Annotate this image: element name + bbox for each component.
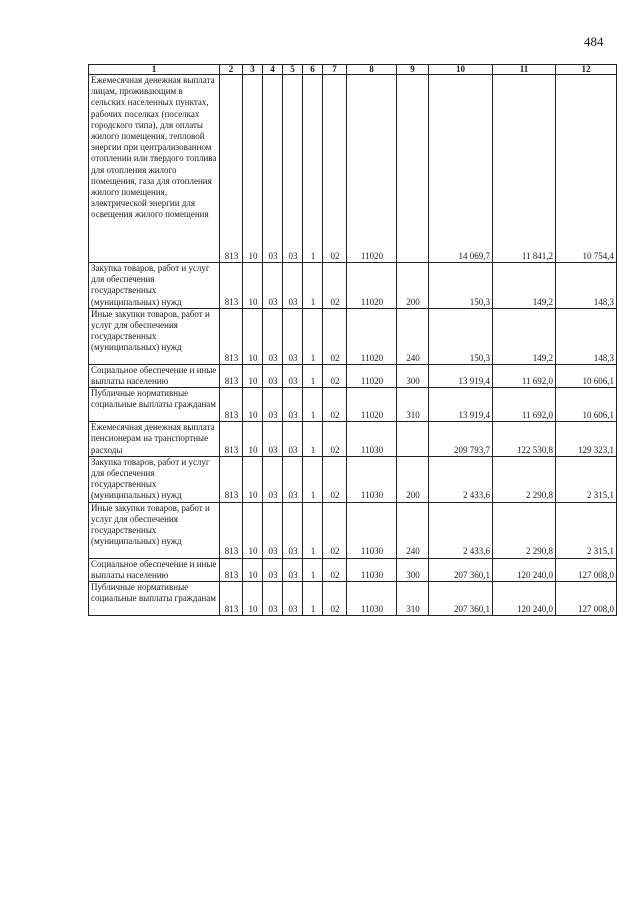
table-row [89, 456, 617, 502]
header-row [89, 65, 617, 75]
table-row [89, 263, 617, 309]
cell-col11: 120 240,0 [493, 558, 556, 581]
cell-col12: 127 008,0 [556, 558, 617, 581]
cell-col10: 207 360,1 [429, 582, 493, 616]
cell-col8: 11020 [347, 364, 397, 387]
row-name: Ежемесячная денежная выплата лицам, проживающим в сельских населенных пунктах, рабочих поселках (поселках городского типа), для оплаты жилого помещения, тепловой энергии при централизованном отоплении или твердого топлива для отопления жилого помещения, газа для отопления жилого помещения, электрической энергии для освещения жилого помещения [89, 75, 220, 263]
cell-col10: 2 433,6 [429, 502, 493, 558]
cell-col8: 11030 [347, 422, 397, 457]
cell-col6: 1 [303, 308, 323, 364]
cell-col7: 02 [323, 75, 347, 263]
cell-col8: 11020 [347, 75, 397, 263]
page-number: 484 [584, 34, 604, 49]
cell-col11: 11 841,2 [493, 75, 556, 263]
cell-col2: 813 [220, 263, 243, 309]
cell-col10: 2 433,6 [429, 456, 493, 502]
cell-col9 [397, 422, 429, 457]
cell-col10: 150,3 [429, 308, 493, 364]
cell-col7: 02 [323, 263, 347, 309]
cell-col2: 813 [220, 388, 243, 422]
cell-col10: 13 919,4 [429, 388, 493, 422]
column-header: 7 [323, 65, 347, 75]
cell-col9: 200 [397, 456, 429, 502]
cell-col12: 129 323,1 [556, 422, 617, 457]
cell-col12: 127 008,0 [556, 582, 617, 616]
cell-col6: 1 [303, 388, 323, 422]
table-row [89, 558, 617, 581]
cell-col10: 150,3 [429, 263, 493, 309]
cell-col10: 14 069,7 [429, 75, 493, 263]
cell-col4: 03 [263, 308, 283, 364]
column-header: 12 [556, 65, 617, 75]
cell-col11: 122 530,8 [493, 422, 556, 457]
cell-col12: 10 606,1 [556, 388, 617, 422]
cell-col11: 11 692,0 [493, 364, 556, 387]
cell-col2: 813 [220, 75, 243, 263]
row-name: Иные закупки товаров, работ и услуг для обеспечения государственных (муниципальных) нужд [89, 308, 220, 364]
cell-col11: 2 290,8 [493, 502, 556, 558]
cell-col7: 02 [323, 308, 347, 364]
cell-col11: 149,2 [493, 308, 556, 364]
cell-col11: 120 240,0 [493, 582, 556, 616]
table-row [89, 388, 617, 422]
cell-col9: 310 [397, 582, 429, 616]
cell-col8: 11020 [347, 308, 397, 364]
cell-col6: 1 [303, 364, 323, 387]
cell-col2: 813 [220, 422, 243, 457]
table-row [89, 364, 617, 387]
cell-col10: 207 360,1 [429, 558, 493, 581]
column-header: 5 [283, 65, 303, 75]
cell-col4: 03 [263, 558, 283, 581]
cell-col7: 02 [323, 502, 347, 558]
budget-table [88, 64, 617, 616]
cell-col5: 03 [283, 558, 303, 581]
column-header: 10 [429, 65, 493, 75]
cell-col3: 10 [243, 364, 263, 387]
cell-col4: 03 [263, 582, 283, 616]
cell-col3: 10 [243, 388, 263, 422]
cell-col12: 148,3 [556, 263, 617, 309]
cell-col5: 03 [283, 388, 303, 422]
cell-col7: 02 [323, 388, 347, 422]
cell-col5: 03 [283, 502, 303, 558]
cell-col3: 10 [243, 75, 263, 263]
cell-col8: 11030 [347, 456, 397, 502]
cell-col9: 240 [397, 502, 429, 558]
cell-col9: 240 [397, 308, 429, 364]
row-name: Иные закупки товаров, работ и услуг для обеспечения государственных (муниципальных) нужд [89, 502, 220, 558]
table-row [89, 502, 617, 558]
cell-col2: 813 [220, 456, 243, 502]
column-header: 11 [493, 65, 556, 75]
cell-col8: 11020 [347, 263, 397, 309]
column-header: 3 [243, 65, 263, 75]
cell-col4: 03 [263, 263, 283, 309]
cell-col7: 02 [323, 422, 347, 457]
cell-col3: 10 [243, 502, 263, 558]
table-row [89, 308, 617, 364]
cell-col8: 11030 [347, 502, 397, 558]
row-name: Публичные нормативные социальные выплаты гражданам [89, 582, 220, 616]
cell-col8: 11020 [347, 388, 397, 422]
cell-col11: 149,2 [493, 263, 556, 309]
cell-col6: 1 [303, 263, 323, 309]
cell-col4: 03 [263, 456, 283, 502]
row-name: Публичные нормативные социальные выплаты гражданам [89, 388, 220, 422]
cell-col3: 10 [243, 558, 263, 581]
column-header: 8 [347, 65, 397, 75]
cell-col7: 02 [323, 456, 347, 502]
row-name: Социальное обеспечение и иные выплаты населению [89, 558, 220, 581]
cell-col2: 813 [220, 558, 243, 581]
cell-col4: 03 [263, 75, 283, 263]
cell-col5: 03 [283, 582, 303, 616]
cell-col6: 1 [303, 502, 323, 558]
row-name: Закупка товаров, работ и услуг для обеспечения государственных (муниципальных) нужд [89, 263, 220, 309]
cell-col6: 1 [303, 558, 323, 581]
cell-col6: 1 [303, 582, 323, 616]
cell-col2: 813 [220, 364, 243, 387]
cell-col3: 10 [243, 308, 263, 364]
row-name: Социальное обеспечение и иные выплаты населению [89, 364, 220, 387]
cell-col7: 02 [323, 364, 347, 387]
cell-col5: 03 [283, 456, 303, 502]
cell-col12: 10 754,4 [556, 75, 617, 263]
cell-col3: 10 [243, 582, 263, 616]
cell-col2: 813 [220, 502, 243, 558]
cell-col5: 03 [283, 422, 303, 457]
column-header: 2 [220, 65, 243, 75]
cell-col2: 813 [220, 582, 243, 616]
cell-col10: 209 793,7 [429, 422, 493, 457]
column-header: 6 [303, 65, 323, 75]
cell-col4: 03 [263, 502, 283, 558]
cell-col3: 10 [243, 422, 263, 457]
cell-col12: 10 606,1 [556, 364, 617, 387]
cell-col7: 02 [323, 582, 347, 616]
column-header: 1 [89, 65, 220, 75]
row-name: Ежемесячная денежная выплата пенсионерам на транспортные расходы [89, 422, 220, 457]
cell-col12: 2 315,1 [556, 456, 617, 502]
cell-col12: 148,3 [556, 308, 617, 364]
cell-col2: 813 [220, 308, 243, 364]
cell-col4: 03 [263, 422, 283, 457]
cell-col5: 03 [283, 364, 303, 387]
cell-col6: 1 [303, 75, 323, 263]
cell-col4: 03 [263, 364, 283, 387]
table-row [89, 582, 617, 616]
cell-col5: 03 [283, 75, 303, 263]
cell-col6: 1 [303, 422, 323, 457]
table-row [89, 422, 617, 457]
cell-col8: 11030 [347, 582, 397, 616]
table-row [89, 75, 617, 263]
cell-col8: 11030 [347, 558, 397, 581]
cell-col6: 1 [303, 456, 323, 502]
cell-col11: 2 290,8 [493, 456, 556, 502]
cell-col9: 200 [397, 263, 429, 309]
cell-col12: 2 315,1 [556, 502, 617, 558]
cell-col4: 03 [263, 388, 283, 422]
cell-col7: 02 [323, 558, 347, 581]
cell-col10: 13 919,4 [429, 364, 493, 387]
cell-col5: 03 [283, 308, 303, 364]
row-name: Закупка товаров, работ и услуг для обеспечения государственных (муниципальных) нужд [89, 456, 220, 502]
cell-col9: 310 [397, 388, 429, 422]
cell-col3: 10 [243, 263, 263, 309]
cell-col9 [397, 75, 429, 263]
cell-col3: 10 [243, 456, 263, 502]
cell-col11: 11 692,0 [493, 388, 556, 422]
column-header: 4 [263, 65, 283, 75]
cell-col9: 300 [397, 364, 429, 387]
cell-col5: 03 [283, 263, 303, 309]
column-header: 9 [397, 65, 429, 75]
cell-col9: 300 [397, 558, 429, 581]
